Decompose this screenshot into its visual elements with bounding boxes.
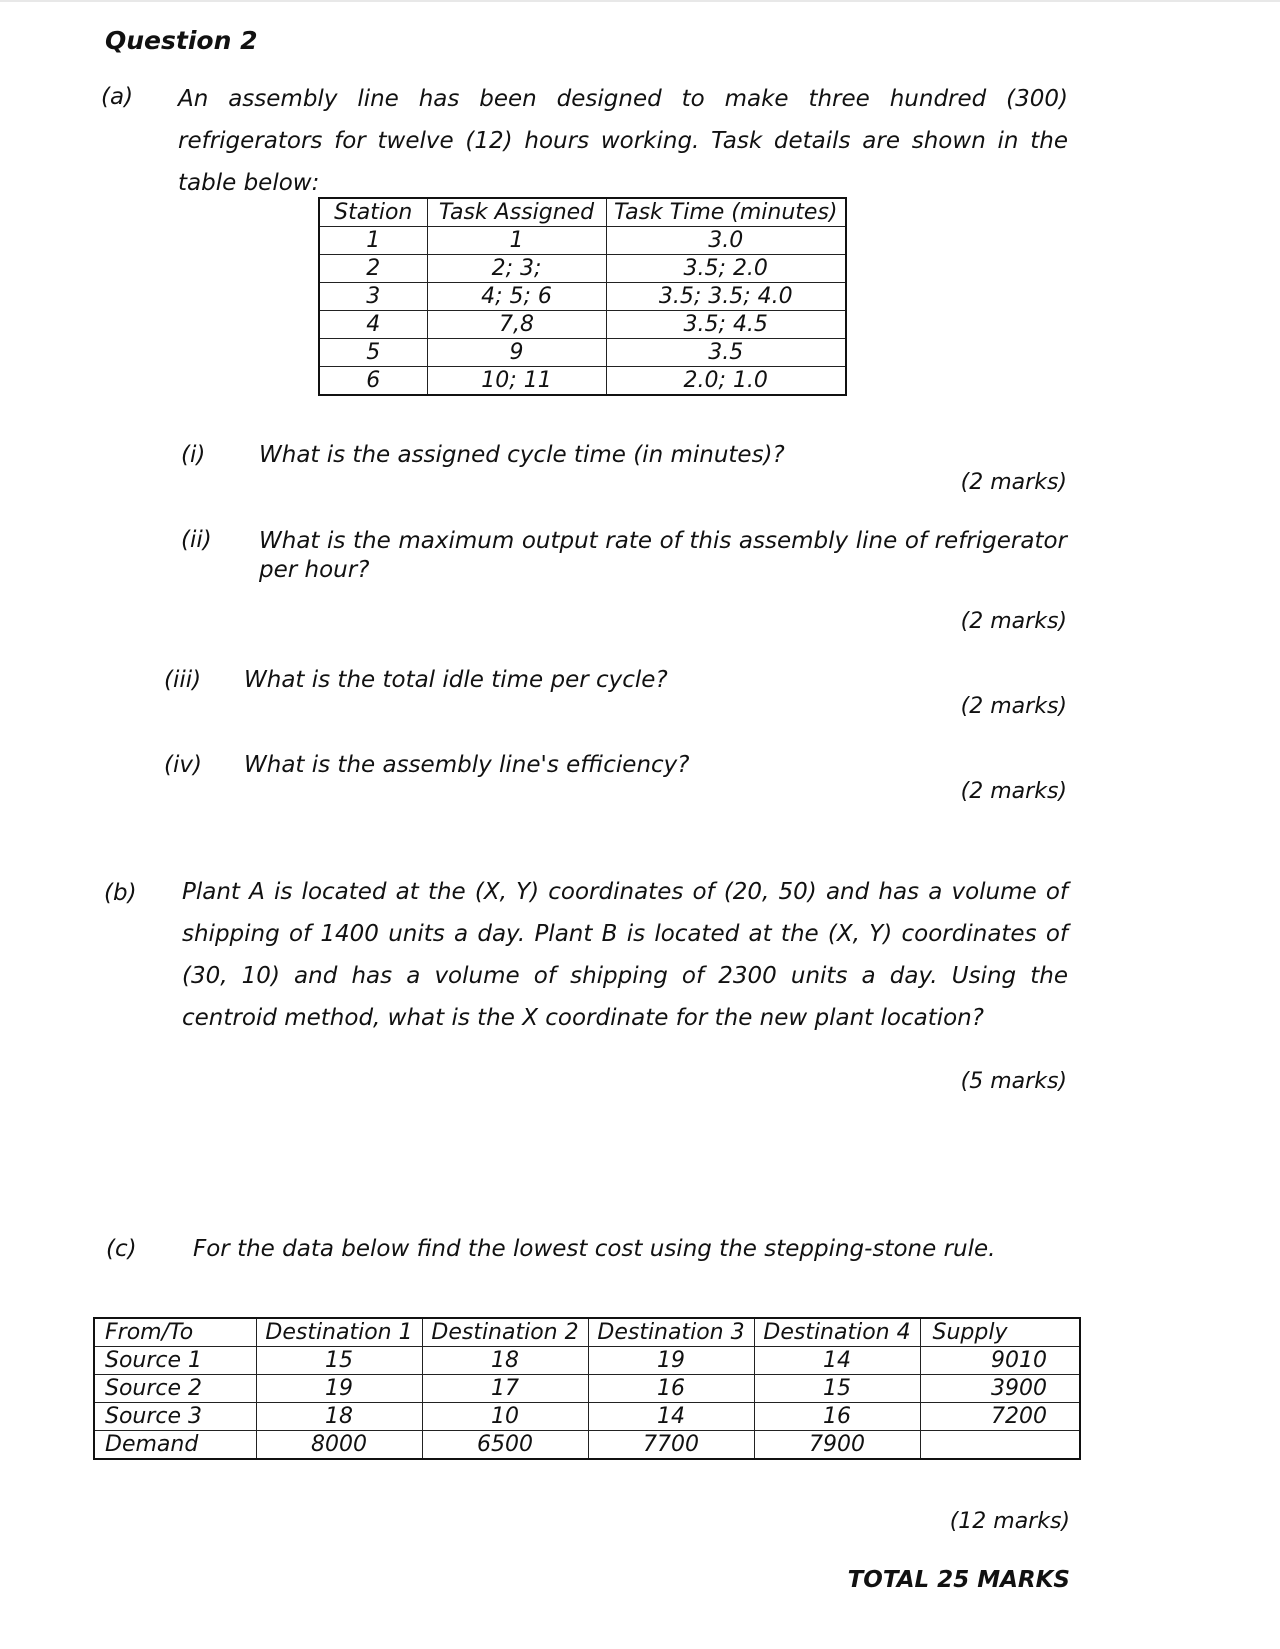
table-cell: 1 <box>319 227 427 255</box>
transport-table-header: Destination 2 <box>422 1318 588 1347</box>
transport-table-header: Destination 3 <box>588 1318 754 1347</box>
table-cell: Demand <box>94 1431 256 1460</box>
table-cell: 19 <box>256 1375 422 1403</box>
transport-table-header-row <box>94 1318 1080 1347</box>
table-row <box>94 1347 1080 1375</box>
table-cell: 5 <box>319 339 427 367</box>
table-row <box>319 255 846 283</box>
table-cell: 15 <box>754 1375 920 1403</box>
table-cell: 10 <box>422 1403 588 1431</box>
question-i-marks: (2 marks) <box>960 470 1067 495</box>
part-b-text: Plant A is located at the (X, Y) coordinates of (20, 50) and has a volume of shipping of 1400 units a day. Plant B is located at the (X, Y) coordinates of (30, 10) and has a volume of shipping of 2300 units a day. Using the centroid method, what is the X coordinate for the new plant location? <box>182 879 1068 1031</box>
table-cell: 14 <box>588 1403 754 1431</box>
table-row <box>94 1403 1080 1431</box>
table-cell: 4 <box>319 311 427 339</box>
table-row <box>319 339 846 367</box>
table-cell: 1 <box>427 227 606 255</box>
question-ii-text: What is the maximum output rate of this assembly line of refrigerator per hour? <box>259 528 1067 583</box>
question-iv-marks: (2 marks) <box>960 779 1067 804</box>
table-cell: 3.5 <box>606 339 846 367</box>
table-cell: 7,8 <box>427 311 606 339</box>
question-ii-label: (ii) <box>181 527 212 553</box>
table-cell: 3.0 <box>606 227 846 255</box>
table-cell: 3 <box>319 283 427 311</box>
task-table-header: Task Time (minutes) <box>606 198 846 227</box>
part-a-label: (a) <box>101 84 134 110</box>
table-cell: 2.0; 1.0 <box>606 367 846 396</box>
part-c-text: For the data below find the lowest cost using the stepping-stone rule. <box>193 1236 996 1262</box>
table-cell: 6 <box>319 367 427 396</box>
transport-table-header: Supply <box>920 1318 1080 1347</box>
table-cell: 6500 <box>422 1431 588 1460</box>
table-cell: 19 <box>588 1347 754 1375</box>
question-iii-text: What is the total idle time per cycle? <box>244 667 668 693</box>
question-iii-label: (iii) <box>164 667 202 693</box>
table-row <box>94 1375 1080 1403</box>
part-b-marks: (5 marks) <box>960 1069 1067 1094</box>
task-table <box>318 197 847 396</box>
table-cell: 15 <box>256 1347 422 1375</box>
top-border-line <box>0 0 1280 2</box>
table-cell: 9 <box>427 339 606 367</box>
table-cell: 16 <box>588 1375 754 1403</box>
question-iii-marks: (2 marks) <box>960 694 1067 719</box>
table-cell: 7200 <box>920 1403 1080 1431</box>
part-c-marks: (12 marks) <box>949 1509 1070 1534</box>
table-cell: 16 <box>754 1403 920 1431</box>
table-row <box>94 1431 1080 1460</box>
question-title: Question 2 <box>105 26 258 55</box>
table-cell: 18 <box>256 1403 422 1431</box>
table-row <box>319 367 846 396</box>
question-iv-label: (iv) <box>164 752 202 778</box>
transport-table-header: Destination 1 <box>256 1318 422 1347</box>
part-b-label: (b) <box>104 880 137 906</box>
table-row <box>319 283 846 311</box>
table-row <box>319 227 846 255</box>
task-table-header: Station <box>319 198 427 227</box>
question-ii-marks: (2 marks) <box>960 609 1067 634</box>
table-cell: 17 <box>422 1375 588 1403</box>
transport-table <box>93 1317 1081 1460</box>
task-table-header: Task Assigned <box>427 198 606 227</box>
task-table-header-row <box>319 198 846 227</box>
total-marks: TOTAL 25 MARKS <box>847 1567 1070 1593</box>
table-cell: 7900 <box>754 1431 920 1460</box>
question-i-label: (i) <box>181 442 206 468</box>
table-cell: Source 3 <box>94 1403 256 1431</box>
part-c-label: (c) <box>106 1236 137 1262</box>
table-cell: 10; 11 <box>427 367 606 396</box>
table-cell: 14 <box>754 1347 920 1375</box>
table-cell: 3.5; 2.0 <box>606 255 846 283</box>
table-row <box>319 311 846 339</box>
table-cell: 3.5; 4.5 <box>606 311 846 339</box>
question-iv-text: What is the assembly line's efficiency? <box>244 752 690 778</box>
table-cell: Source 1 <box>94 1347 256 1375</box>
table-cell: Source 2 <box>94 1375 256 1403</box>
table-cell: 9010 <box>920 1347 1080 1375</box>
table-cell: 7700 <box>588 1431 754 1460</box>
transport-table-header: Destination 4 <box>754 1318 920 1347</box>
transport-table-header: From/To <box>94 1318 256 1347</box>
table-cell: 18 <box>422 1347 588 1375</box>
part-a-text: An assembly line has been designed to make three hundred (300) refrigerators for twelve (12) hours working. Task details are shown in the table below: <box>178 86 1068 196</box>
table-cell: 2 <box>319 255 427 283</box>
table-cell: 8000 <box>256 1431 422 1460</box>
table-cell: 4; 5; 6 <box>427 283 606 311</box>
question-i-text: What is the assigned cycle time (in minutes)? <box>259 442 785 468</box>
table-cell: 3900 <box>920 1375 1080 1403</box>
table-cell: 3.5; 3.5; 4.0 <box>606 283 846 311</box>
table-cell <box>920 1431 1080 1460</box>
table-cell: 2; 3; <box>427 255 606 283</box>
